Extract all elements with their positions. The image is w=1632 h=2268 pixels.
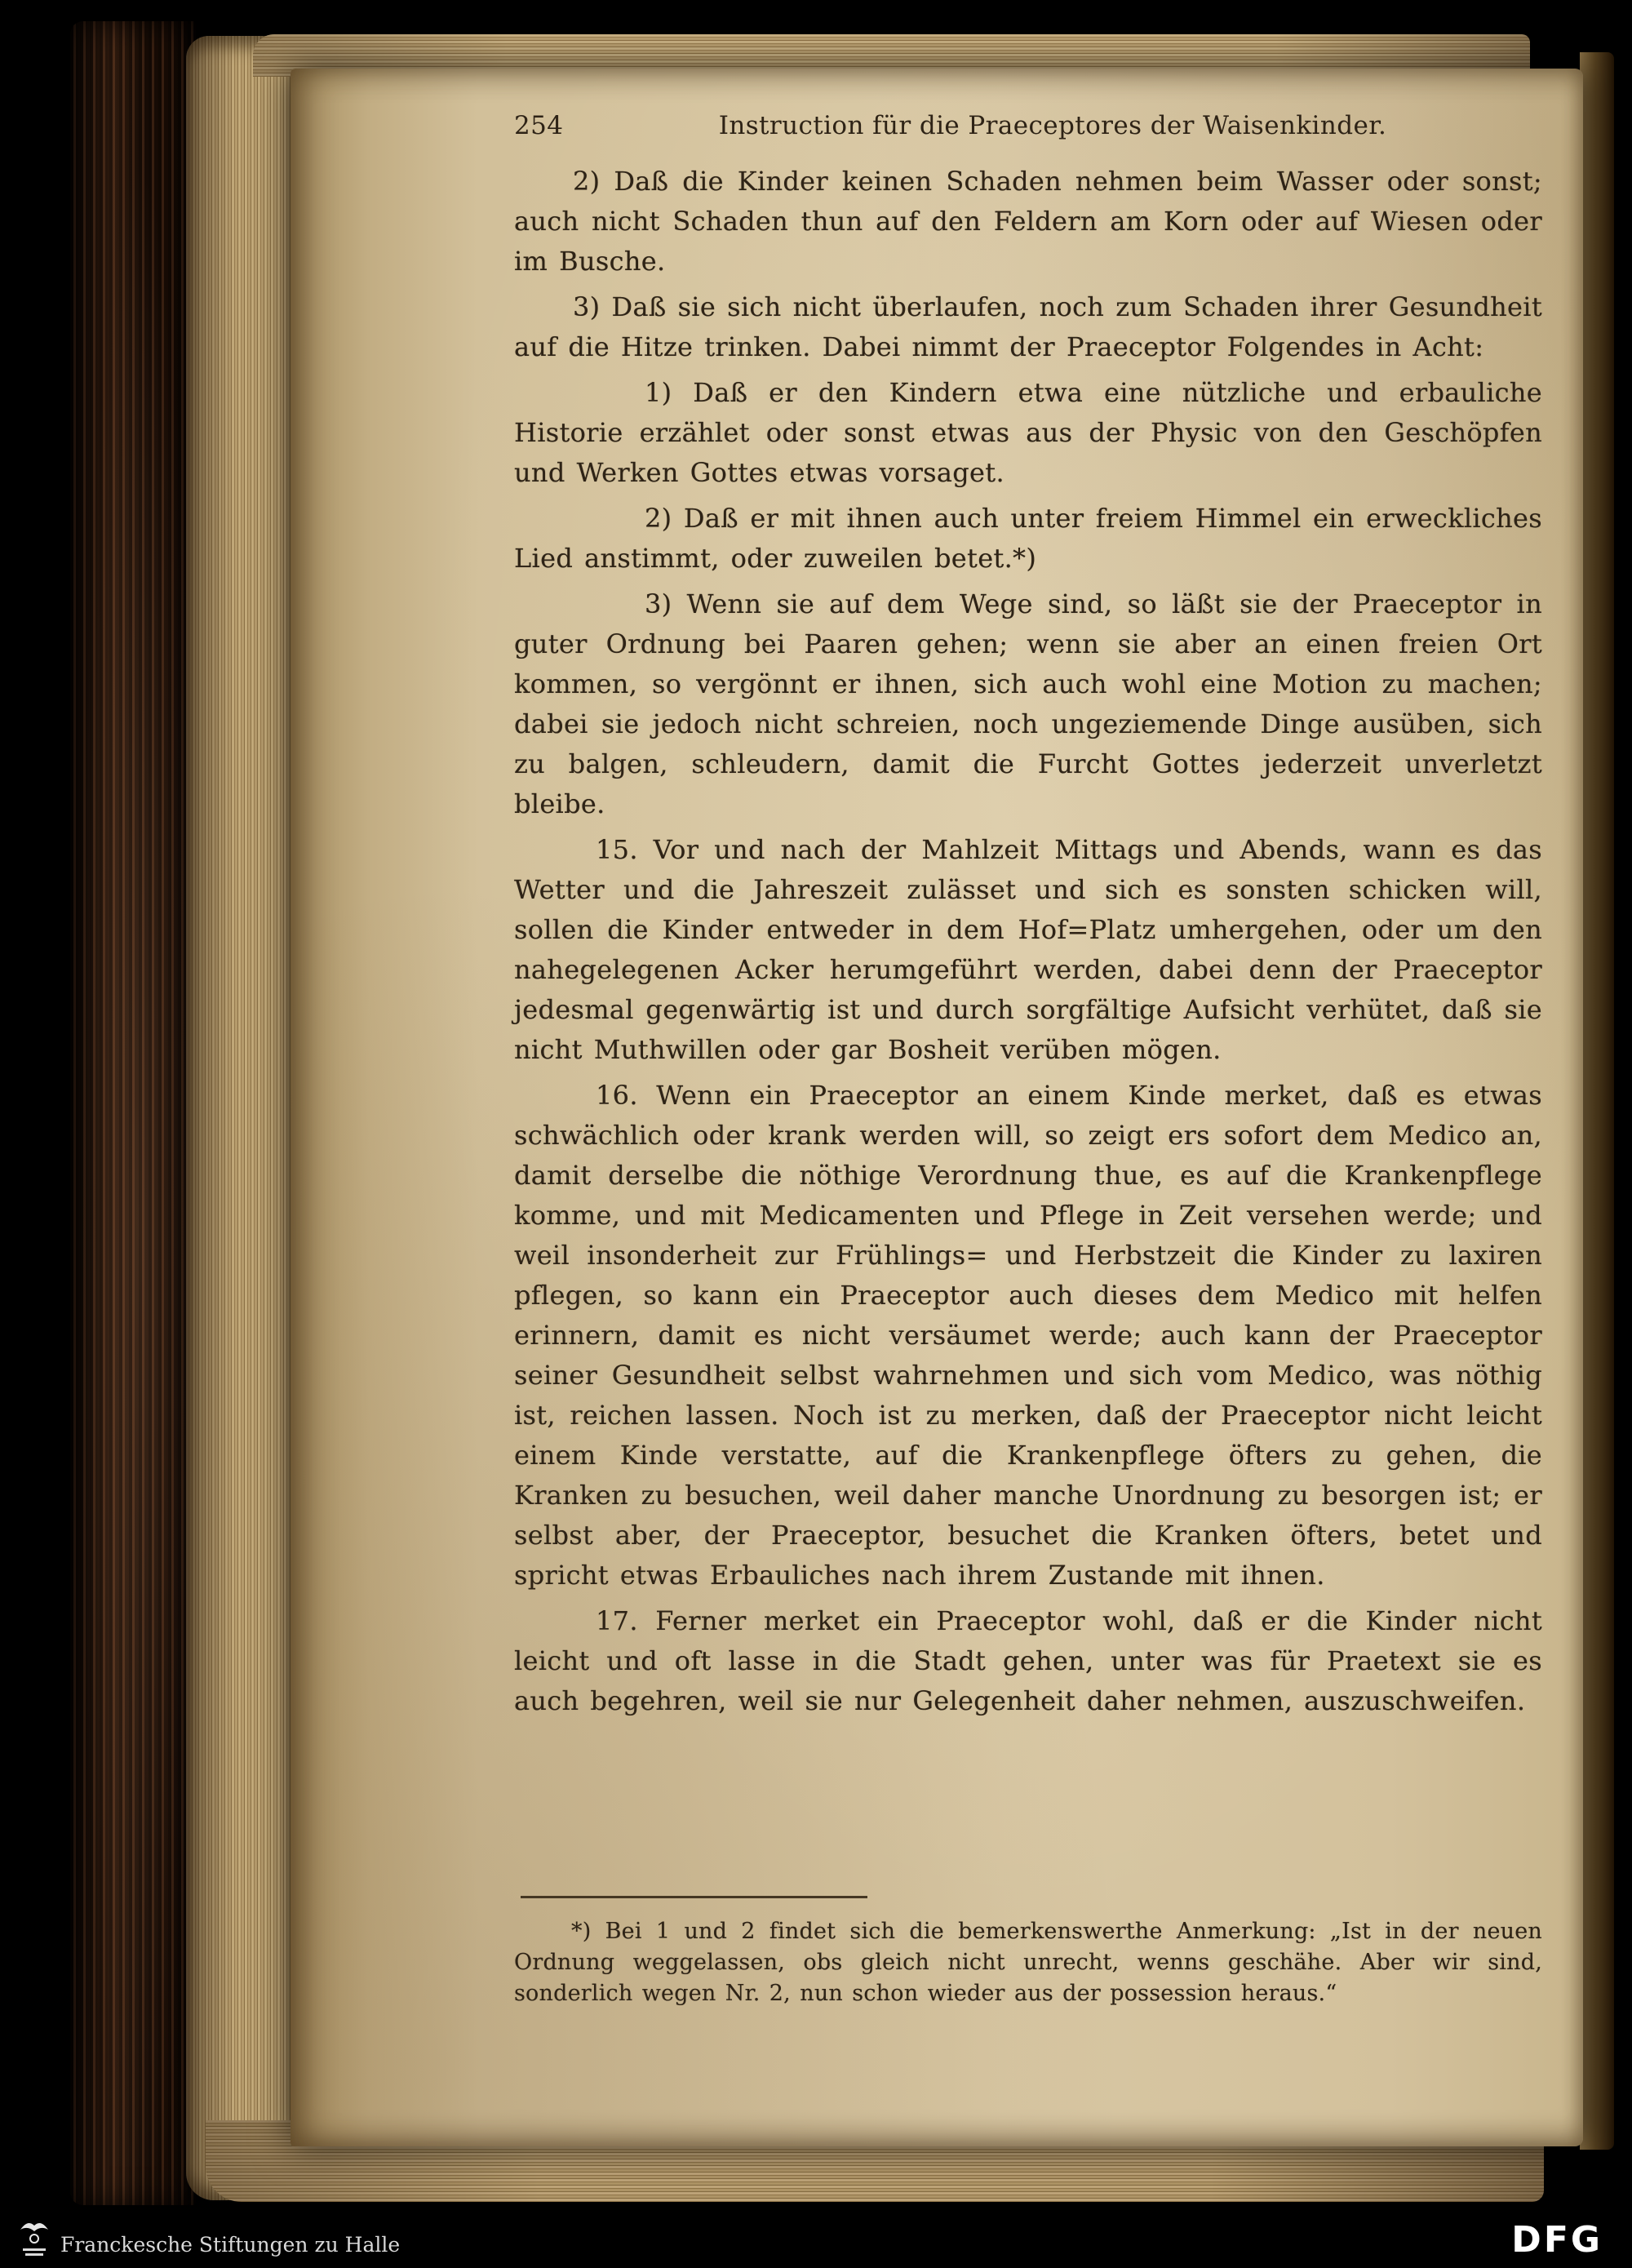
body-paragraph: 17. Ferner merket ein Praeceptor wohl, daß er die Kinder nicht leicht und oft lasse in die Stadt gehen, unter was für Praetext sie es auch begehren, weil sie nur Gelegenheit daher nehmen, auszuschweifen. [514, 1605, 1542, 1716]
body-paragraph: 1) Daß er den Kindern etwa eine nützliche und erbauliche Historie erzählet oder sonst etwas aus der Physic von den Geschöpfen und Werken Gottes etwas vorsaget. [514, 377, 1542, 488]
footnote: *) Bei 1 und 2 findet sich die bemerkenswerthe Anmerkung: „Ist in der neuen Ordnung weggelassen, obs gleich nicht unrecht, wenns geschähe. Aber wir sind, sonderlich wegen Nr. 2, nun schon wieder aus der possession heraus.“ [514, 1919, 1542, 2006]
footnote-separator [521, 1896, 867, 1898]
footnote-area [514, 1896, 1542, 2009]
archive-credit [18, 2216, 400, 2260]
archive-label: Franckesche Stiftungen zu Halle [60, 2233, 401, 2257]
page-edges-left [186, 36, 295, 2200]
body-paragraph: 16. Wenn ein Praeceptor an einem Kinde merket, daß es etwas schwächlich oder krank werden will, so zeigt ers sofort dem Medico an, damit derselbe die nöthige Verordnung thue, es auf die Krankenpflege komme, und mit Medicamenten und Pflege in Zeit versehen werde; und weil insonderheit zur Frühlings= und Herbstzeit die Kinder zu laxiren pflegen, so kann ein Praeceptor auch dieses dem Medico mit helfen erinnern, damit es nicht versäumet werde; auch kann der Praeceptor seiner Gesundheit selbst wahrnehmen und sich vom Medico, was nöthig ist, reichen lassen. Noch ist zu merken, daß der Praeceptor nicht leicht einem Kinde verstatte, auf die Krankenpflege öfters zu gehen, die Kranken zu besuchen, weil daher manche Unordnung zu besorgen ist; er selbst aber, der Praeceptor, besuchet die Kranken öfters, betet und spricht etwas Erbauliches nach ihrem Zustande mit ihnen. [514, 1080, 1542, 1591]
digitization-credits [0, 2198, 1632, 2268]
body-paragraph: 3) Daß sie sich nicht überlaufen, noch zum Schaden ihrer Gesundheit auf die Hitze trinken. Dabei nimmt der Praeceptor Folgendes in Acht: [514, 291, 1542, 362]
book-spine [70, 21, 196, 2205]
body-paragraph: 2) Daß er mit ihnen auch unter freiem Himmel ein erweckliches Lied anstimmt, oder zuweilen betet.*) [514, 503, 1542, 574]
body-paragraph: 3) Wenn sie auf dem Wege sind, so läßt sie der Praeceptor in guter Ordnung bei Paaren gehen; wenn sie aber an einen freien Ort kommen, so vergönnt er ihnen, sich auch wohl eine Motion zu machen; dabei sie jedoch nicht schreien, noch ungeziemende Dinge ausüben, sich zu balgen, schleudern, damit die Furcht Gottes jederzeit unverletzt bleibe. [514, 588, 1542, 819]
page-edges-right [1580, 52, 1614, 2150]
page-number: 254 [514, 111, 564, 140]
body-paragraph: 2) Daß die Kinder keinen Schaden nehmen beim Wasser oder sonst; auch nicht Schaden thun auf den Feldern am Korn oder auf Wiesen oder im Busche. [514, 166, 1542, 277]
franckesche-stiftungen-logo-icon [18, 2216, 51, 2260]
book-page [290, 69, 1583, 2146]
dfg-logo: DFG [1511, 2219, 1603, 2261]
page-header [514, 111, 1542, 140]
body-paragraph: 15. Vor und nach der Mahlzeit Mittags und Abends, wann es das Wetter und die Jahreszeit zulässet und sich es sonsten schicken will, sollen die Kinder entweder in dem Hof=Platz umhergehen, oder um den nahegelegenen Acker herumgeführt werden, dabei denn der Praeceptor jedesmal gegenwärtig ist und durch sorgfältige Aufsicht verhütet, daß sie nicht Muthwillen oder gar Bosheit verüben mögen. [514, 834, 1542, 1065]
running-title: Instruction für die Praeceptores der Waisenkinder. [718, 111, 1387, 140]
